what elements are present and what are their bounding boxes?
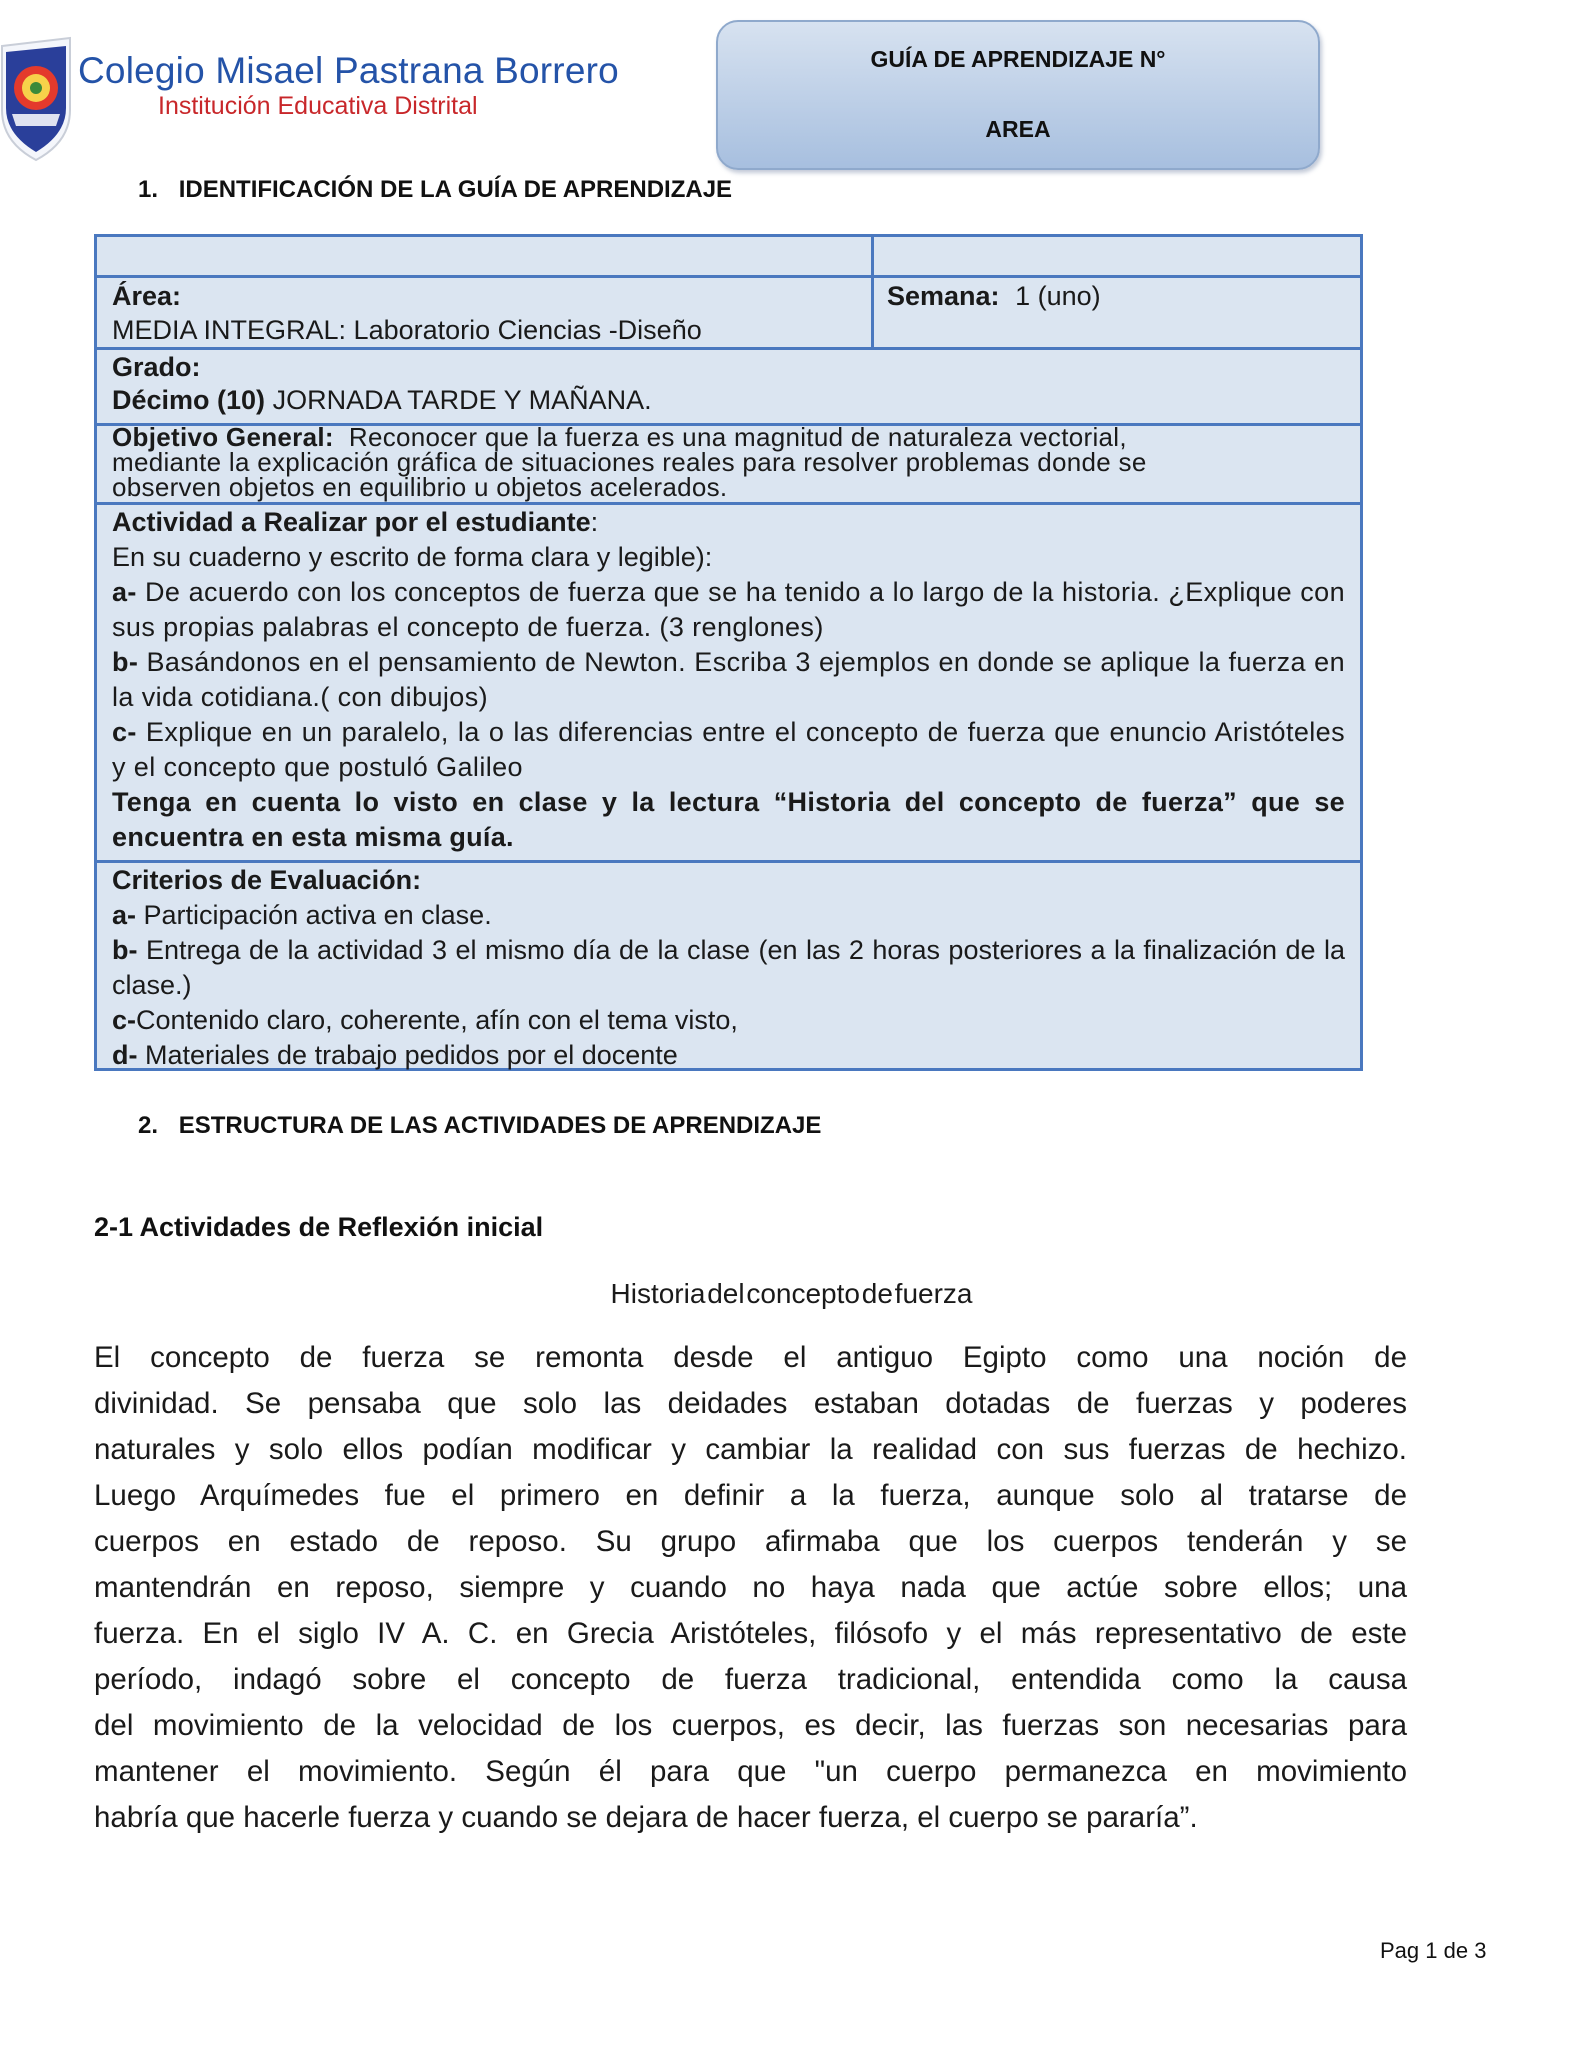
- section-2-heading: [138, 1112, 821, 1140]
- area-label: Área:: [112, 281, 182, 311]
- area-value: MEDIA INTEGRAL: Laboratorio Ciencias -Diseño: [112, 315, 702, 345]
- section-2-title: ESTRUCTURA DE LAS ACTIVIDADES DE APRENDIZAJE: [178, 1112, 822, 1139]
- activity-intro: En su cuaderno y escrito de forma clara y legible):: [112, 542, 713, 572]
- reading-line: del movimiento de la velocidad de los cuerpos, es decir, las fuerzas son necesarias para: [94, 1709, 1407, 1742]
- item-text: Materiales de trabajo pedidos por el docente: [137, 1040, 678, 1070]
- reading-line: habría que hacerle fuerza y cuando se dejara de hacer fuerza, el cuerpo se pararía”.: [94, 1801, 1198, 1834]
- section-1-heading: [138, 176, 732, 204]
- week-label: Semana:: [887, 281, 1000, 311]
- criteria-item-c: [112, 1003, 1345, 1038]
- reading-line: cuerpos en estado de reposo. Su grupo afirmaba que los cuerpos tenderán y se: [94, 1525, 1407, 1558]
- grade-cell: [112, 351, 1342, 417]
- item-text: Entrega de la actividad 3 el mismo día de la clase (en las 2 horas posteriores a la finalización de la clase.): [112, 935, 1345, 1000]
- activity-cell: [112, 505, 1345, 855]
- objective-line: mediante la explicación gráfica de situaciones reales para resolver problemas donde se: [112, 447, 1147, 477]
- reading-line: mantener el movimiento. Según él para que "un cuerpo permanezca en movimiento: [94, 1755, 1407, 1788]
- activity-label: Actividad a Realizar por el estudiante: [112, 507, 591, 537]
- reading-body: [94, 1335, 1407, 1841]
- criteria-item-b: [112, 933, 1345, 1003]
- item-text: Participación activa en clase.: [136, 900, 492, 930]
- item-letter: b-: [112, 647, 139, 677]
- table-divider: [871, 237, 874, 349]
- objective-label: Objetivo General:: [112, 422, 334, 452]
- item-letter: c-: [112, 717, 137, 747]
- item-letter: b-: [112, 935, 138, 965]
- activity-item-a: [112, 575, 1345, 645]
- week-value: 1 (uno): [1015, 281, 1101, 311]
- reading-line: El concepto de fuerza se remonta desde el antiguo Egipto como una noción de: [94, 1341, 1407, 1374]
- activity-note: Tenga en cuenta lo visto en clase y la lectura “Historia del concepto de fuerza” que se encuentra en esta misma guía.: [112, 787, 1345, 852]
- grade-number: Décimo (10): [112, 385, 266, 415]
- section-1-number: 1.: [138, 176, 159, 203]
- item-text: Basándonos en el pensamiento de Newton. Escriba 3 ejemplos en donde se aplique la fuerza en la vida cotidiana.( con dibujos): [112, 647, 1345, 712]
- guide-header-box: [716, 20, 1320, 170]
- grade-label: Grado:: [112, 352, 201, 382]
- school-logo: [0, 14, 74, 164]
- table-divider: [97, 275, 1360, 278]
- subsection-heading: 2-1 Actividades de Reflexión inicial: [94, 1212, 544, 1242]
- criteria-label: Criterios de Evaluación:: [112, 865, 422, 895]
- item-text: De acuerdo con los conceptos de fuerza que se ha tenido a lo largo de la historia. ¿Explique con sus propias palabras el concepto de fuerza. (3 renglones): [112, 577, 1345, 642]
- objective-line: observen objetos en equilibrio u objetos acelerados.: [112, 472, 728, 502]
- activity-item-c: [112, 715, 1345, 785]
- criteria-item-a: [112, 898, 1345, 933]
- objective-line: Reconocer que la fuerza es una magnitud de naturaleza vectorial,: [348, 422, 1127, 452]
- objective-cell: [112, 422, 1342, 502]
- identification-table: [94, 234, 1363, 1071]
- reading-line: período, indagó sobre el concepto de fuerza tradicional, entendida como la causa: [94, 1663, 1407, 1696]
- item-text: Explique en un paralelo, la o las diferencias entre el concepto de fuerza que enuncio Aristóteles y el concepto que postuló Galileo: [112, 717, 1345, 782]
- activity-item-b: [112, 645, 1345, 715]
- reading-line: naturales y solo ellos podían modificar y cambiar la realidad con sus fuerzas de hechizo.: [94, 1433, 1407, 1466]
- school-subtitle: Institución Educativa Distrital: [158, 92, 478, 120]
- reading-line: Luego Arquímedes fue el primero en definir a la fuerza, aunque solo al tratarse de: [94, 1479, 1407, 1512]
- guide-area: AREA: [985, 116, 1051, 142]
- item-letter: c-: [112, 1005, 137, 1035]
- item-letter: a-: [112, 577, 137, 607]
- guide-title: GUÍA DE APRENDIZAJE N°: [870, 46, 1166, 72]
- section-2-number: 2.: [138, 1112, 159, 1139]
- school-name: Colegio Misael Pastrana Borrero: [78, 50, 619, 91]
- section-1-title: IDENTIFICACIÓN DE LA GUÍA DE APRENDIZAJE: [178, 176, 733, 203]
- week-cell: [887, 279, 1347, 313]
- item-letter: a-: [112, 900, 137, 930]
- item-text: Contenido claro, coherente, afín con el tema visto,: [136, 1005, 738, 1035]
- page-number: Pag 1 de 3: [1380, 1938, 1487, 1963]
- item-letter: d-: [112, 1040, 138, 1070]
- grade-value: JORNADA TARDE Y MAÑANA.: [265, 385, 652, 415]
- activity-colon: :: [590, 507, 599, 537]
- reading-line: fuerza. En el siglo IV A. C. en Grecia Aristóteles, filósofo y el más representativo de este: [94, 1617, 1407, 1650]
- reading-line: divinidad. Se pensaba que solo las deidades estaban dotadas de fuerzas y poderes: [94, 1387, 1407, 1420]
- criteria-item-d: [112, 1038, 1345, 1073]
- reading-line: mantendrán en reposo, siempre y cuando no haya nada que actúe sobre ellos; una: [94, 1571, 1407, 1604]
- area-cell: [112, 279, 862, 347]
- criteria-cell: [112, 863, 1345, 1073]
- reading-title: Historia del concepto de fuerza: [610, 1278, 973, 1309]
- table-divider: [97, 347, 1360, 350]
